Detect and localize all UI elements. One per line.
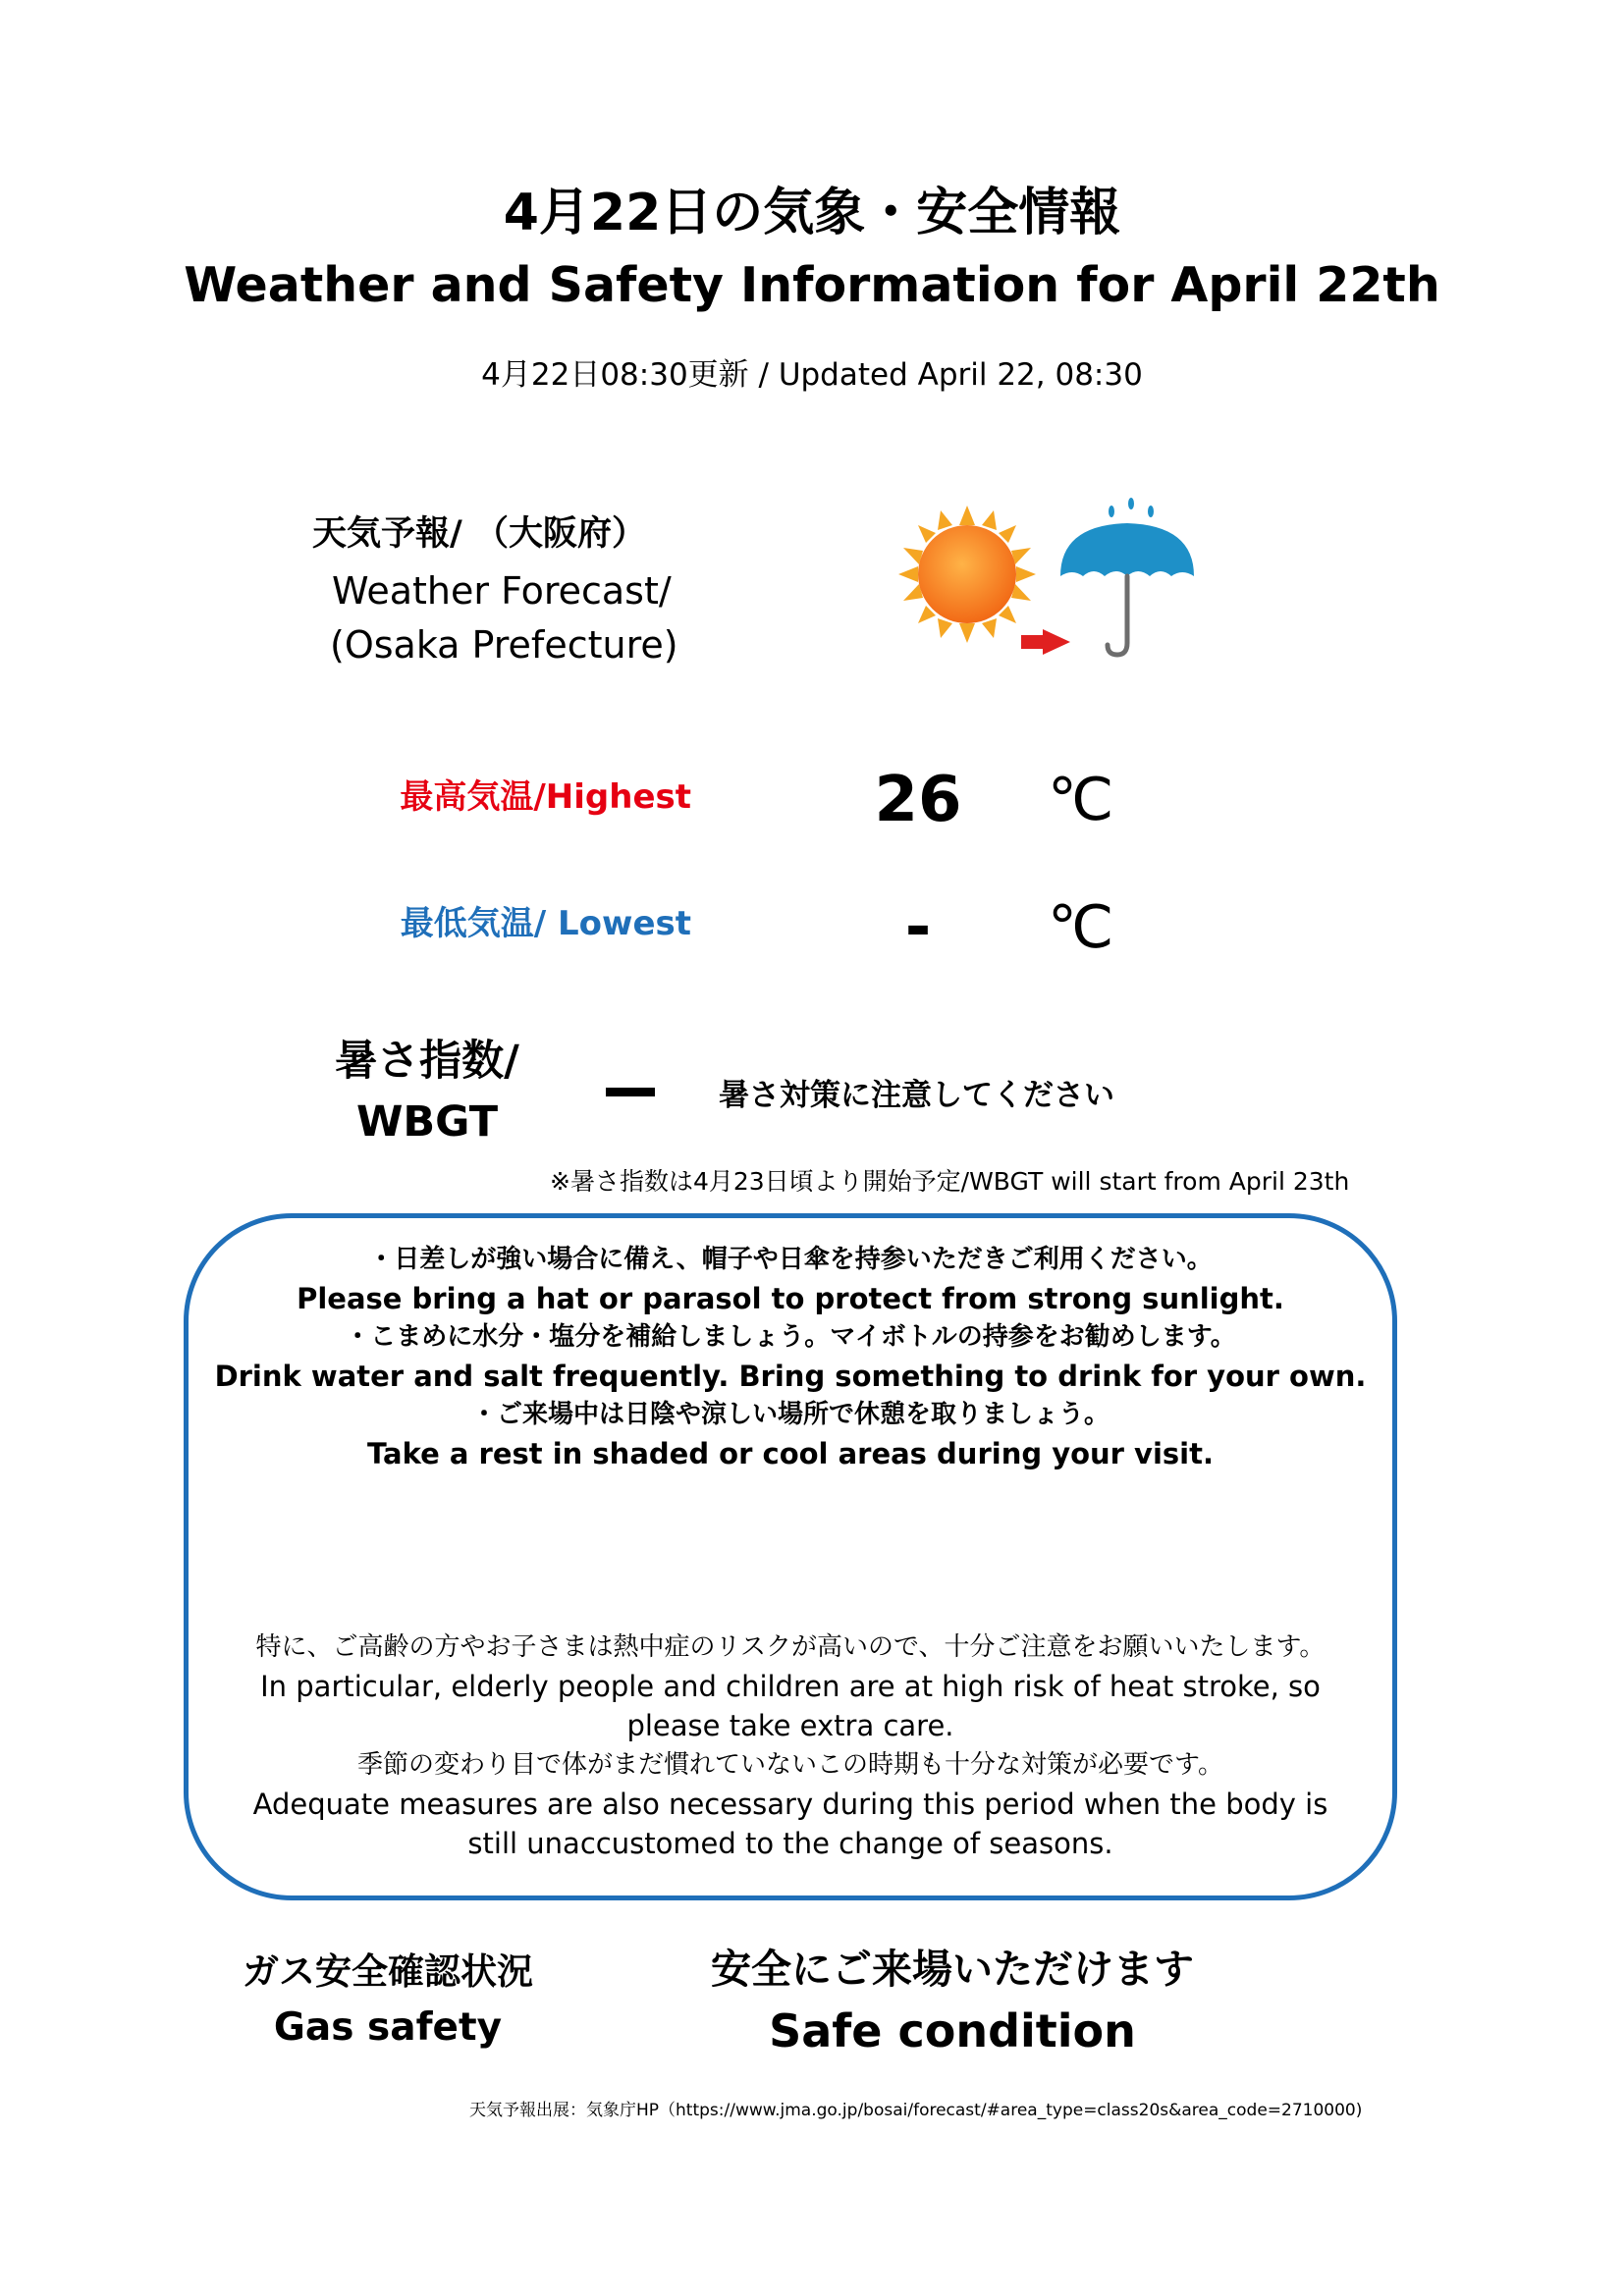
sun-icon [898,506,1036,643]
wbgt-note: 暑さ対策に注意してください [719,1078,1114,1113]
lowest-temp-label: 最低気温/ Lowest [400,904,691,943]
wbgt-label-en: WBGT [355,1097,499,1147]
tip-en: Take a rest in shaded or cool areas during your visit. [367,1437,1214,1470]
arrow-right-icon [1021,629,1070,655]
note-en: In particular, elderly people and children are at high risk of heat stroke, so please take extra care. [260,1670,1321,1742]
gas-label-en: Gas safety [273,2005,503,2050]
gas-status-jp: 安全にご来場いただけます [711,1946,1194,1993]
forecast-label-en-1: Weather Forecast/ [332,569,672,613]
lowest-temp-unit: ℃ [1048,893,1114,962]
heat-notes [236,1628,1345,1863]
weather-icons [893,496,1208,672]
tip-en: Please bring a hat or parasol to protect from strong sunlight. [297,1282,1284,1315]
updated-timestamp: 4月22日08:30更新 / Updated April 22, 08:30 [481,357,1143,393]
note-jp: 季節の変わり目で体がまだ慣れていないこの時期も十分な対策が必要です。 [357,1750,1223,1780]
page-title-jp: 4月22日の気象・安全情報 [503,184,1121,242]
wbgt-label [295,1031,560,1152]
lowest-temp-value: - [904,891,932,964]
highest-temp-label: 最高気温/Highest [400,777,691,817]
highest-temp-value: 26 [874,764,962,836]
umbrella-rain-icon [1060,498,1194,655]
forecast-label-jp: 天気予報/ （大阪府） [312,514,646,554]
gas-safety-label [196,1944,579,2056]
gas-status-en: Safe condition [769,2004,1136,2057]
note-jp: 特に、ご高齢の方やお子さまは熱中症のリスクが高いので、十分ご注意をお願いいたします。 [255,1632,1326,1662]
wbgt-label-jp: 暑さ指数/ [335,1037,519,1086]
safety-tips [184,1241,1397,1473]
highest-temp-unit: ℃ [1048,766,1114,834]
wbgt-start-note: ※暑さ指数は4月23日頃より開始予定/WBGT will start from April 23th [550,1167,1350,1196]
gas-safety-status [668,1939,1237,2062]
tip-en: Drink water and salt frequently. Bring something to drink for your own. [214,1360,1367,1393]
tip-jp: ・ご来場中は日陰や涼しい場所で休憩を取りましょう。 [470,1400,1110,1429]
tip-jp: ・日差しが強い場合に備え、帽子や日傘を持参いただきご利用ください。 [368,1245,1213,1274]
tip-jp: ・こまめに水分・塩分を補給しましょう。マイボトルの持参をお勧めします。 [345,1322,1236,1352]
forecast-label-en-2: (Osaka Prefecture) [330,623,678,667]
forecast-source: 天気予報出展：気象庁HP（https://www.jma.go.jp/bosai/forecast/#area_type=class20s&area_code=2710000) [469,2101,1363,2120]
wbgt-value [601,1060,660,1119]
page-title-en: Weather and Safety Information for April 22th [184,257,1440,313]
gas-label-jp: ガス安全確認状況 [243,1950,533,1993]
note-en: Adequate measures are also necessary during this period when the body is still unaccustomed to the change of seasons. [252,1788,1328,1860]
wbgt-dash [606,1088,655,1096]
